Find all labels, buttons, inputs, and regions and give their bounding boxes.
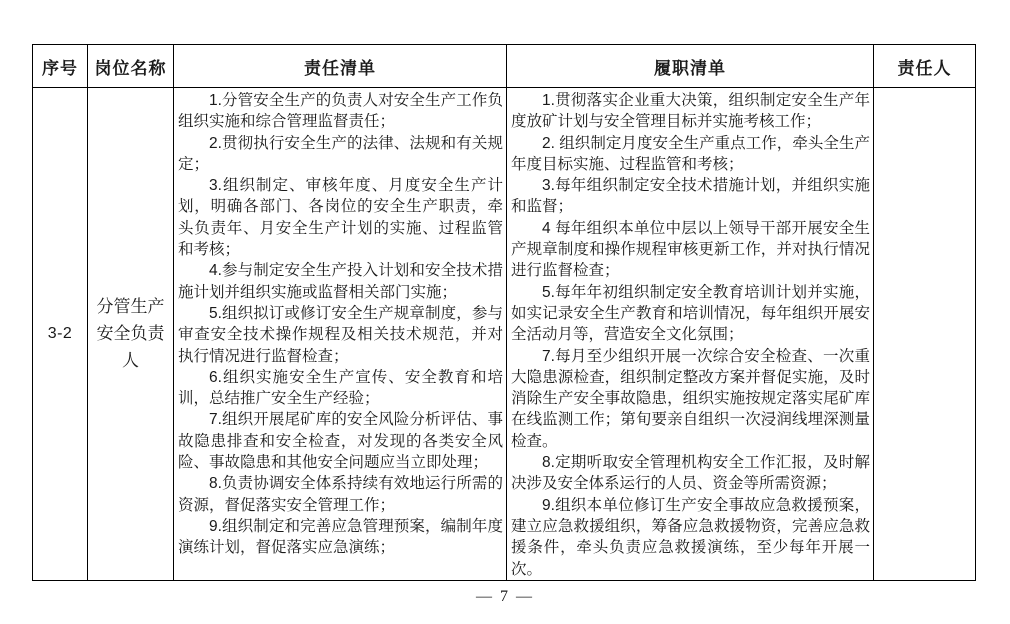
responsibility-items — [174, 88, 506, 559]
responsibility-item: 6.组织实施安全生产宣传、安全教育和培训，总结推广安全生产经验； — [178, 368, 503, 408]
responsibility-item: 2.贯彻执行安全生产的法律、法规和有关规定； — [178, 134, 503, 173]
header-duty-list: 履职清单 — [507, 45, 874, 88]
cell-duty-list — [507, 88, 874, 581]
duty-item: 3.每年组织制定安全技术措施计划，并组织实施和监督； — [511, 177, 870, 216]
responsibility-item: 5.组织拟订或修订安全生产规章制度，参与审查安全技术操作规程及相关技术规范，并对执行情况进行监督检查； — [178, 304, 503, 365]
duty-item: 7.每月至少组织开展一次综合安全检查、一次重大隐患源检查，组织制定整改方案并督促实施，及时消除生产安全事故隐患，组织实施按规定落实尾矿库在线监测工作；第旬要亲自组织一次浸润线埋深测量检查。 — [511, 347, 870, 450]
duty-item: 5.每年年初组织制定安全教育培训计划并实施，如实记录安全生产教育和培训情况，每年组织开展安全活动月等，营造安全文化氛围； — [511, 283, 870, 344]
position-name-text: 分管生产安全负责人 — [96, 297, 165, 371]
header-index: 序号 — [33, 45, 88, 88]
header-responsible-person: 责任人 — [874, 45, 976, 88]
table-header-row — [33, 45, 976, 88]
header-responsibility-list: 责任清单 — [174, 45, 507, 88]
page-number: — 7 — — [476, 588, 534, 605]
duty-item: 2. 组织制定月度安全生产重点工作，牵头全生产年度目标实施、过程监管和考核； — [511, 134, 870, 173]
responsibility-item: 3.组织制定、审核年度、月度安全生产计划，明确各部门、各岗位的安全生产职责，牵头负责年、月安全生产计划的实施、过程监管和考核； — [178, 177, 503, 259]
duty-item: 9.组织本单位修订生产安全事故应急救援预案，建立应急救援组织，筹备应急救援物资，完善应急救援条件，牵头负责应急救援演练，至少每年开展一次。 — [511, 496, 870, 578]
header-position-name: 岗位名称 — [88, 45, 174, 88]
responsibility-item: 7.组织开展尾矿库的安全风险分析评估、事故隐患排查和安全检查，对发现的各类安全风险、事故隐患和其他安全问题应当立即处理； — [178, 411, 503, 472]
responsibility-item: 1.分管安全生产的负责人对安全生产工作负组织实施和综合管理监督责任； — [178, 92, 503, 131]
cell-responsible-person — [874, 88, 976, 581]
responsibility-table — [32, 44, 976, 581]
responsibility-item: 4.参与制定安全生产投入计划和安全技术措施计划并组织实施或监督相关部门实施； — [178, 262, 503, 301]
duty-item: 1.贯彻落实企业重大决策，组织制定安全生产年度放矿计划与安全管理目标并实施考核工作； — [511, 92, 870, 131]
table-row — [33, 88, 976, 581]
cell-responsibility-list — [174, 88, 507, 581]
duty-item: 8.定期听取安全管理机构安全工作汇报，及时解决涉及安全体系运行的人员、资金等所需资源； — [511, 454, 870, 493]
responsibility-item: 8.负责协调安全体系持续有效地运行所需的资源，督促落实安全管理工作； — [178, 475, 503, 514]
duty-items — [507, 88, 873, 580]
duty-item: 4 每年组织本单位中层以上领导干部开展安全生产规章制度和操作规程审核更新工作，并对执行情况进行监督检查； — [511, 219, 870, 280]
cell-index: 3-2 — [33, 88, 88, 581]
cell-position-name — [88, 88, 174, 581]
responsibility-item: 9.组织制定和完善应急管理预案，编制年度演练计划，督促落实应急演练； — [178, 517, 503, 557]
